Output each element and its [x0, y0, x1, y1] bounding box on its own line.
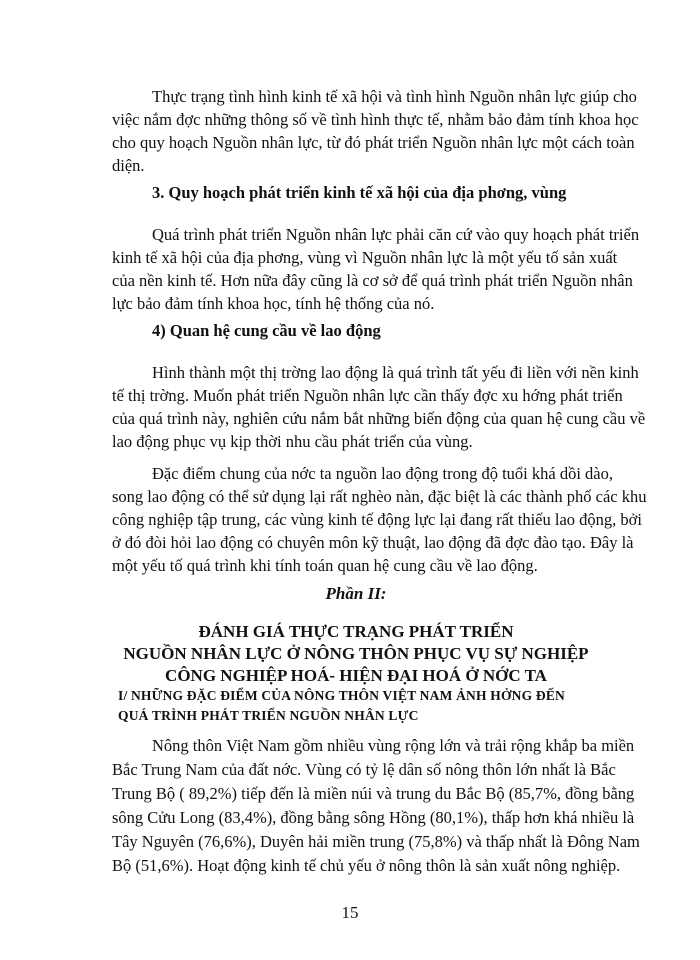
part-title-line: ĐÁNH GIÁ THỰC TRẠNG PHÁT TRIỂN [198, 622, 514, 641]
intro-paragraph [112, 85, 639, 177]
text-line: Tây Nguyên (76,6%), Duyên hải miền trung (75,8%) và thấp nhất là Đông Nam [112, 832, 640, 851]
page-number: 15 [341, 903, 359, 922]
text-line: cho quy hoạch Nguồn nhân lực, từ đó phát triển Nguồn nhân lực một cách toàn [112, 133, 635, 152]
part-title-line: NGUỒN NHÂN LỰC Ở NÔNG THÔN PHỤC VỤ SỰ NGHIỆP [123, 644, 589, 663]
text-line: lao động phục vụ kịp thời nhu cầu phát triển của vùng. [112, 432, 473, 451]
part-label: Phần II: [325, 584, 387, 603]
text-line: sông Cửu Long (83,4%), đồng bằng sông Hồng (80,1%), thấp hơn khá nhiều là [112, 808, 635, 827]
subsection-heading [118, 686, 608, 726]
text-line: một yếu tố quá trình khi tính toán quan hệ cung cầu về lao động. [112, 556, 538, 575]
text-line: Đặc điểm chung của nớc ta nguồn lao động trong độ tuổi khá dồi dào, [152, 464, 613, 483]
text-line: công nghiệp tập trung, các vùng kinh tế động lực lại đang rất thiếu lao động, bởi [112, 510, 642, 529]
subsection-line: I/ NHỮNG ĐẶC ĐIỂM CỦA NÔNG THÔN VIỆT NAM ẢNH HỞNG ĐẾN [118, 688, 566, 703]
text-line: Nông thôn Việt Nam gồm nhiều vùng rộng lớn và trải rộng khắp ba miền [152, 736, 635, 755]
text-line: lực bảo đảm tính khoa học, tính hệ thống của nó. [112, 294, 435, 313]
text-line: của nền kinh tế. Hơn nữa đây cũng là cơ sở để quá trình phát triển Nguồn nhân [112, 271, 633, 290]
text-line: Bộ (51,6%). Hoạt động kinh tế chủ yếu ở nông thôn là sản xuất nông nghiệp. [112, 856, 621, 875]
text-line: diện. [112, 156, 145, 175]
section-3-paragraph [112, 223, 640, 315]
text-line: song lao động có thể sử dụng lại rất nghèo nàn, đặc biệt là các thành phố các khu [112, 487, 647, 506]
part-title-line: CÔNG NGHIỆP HOÁ- HIỆN ĐẠI HOÁ Ở NỚC TA [165, 666, 547, 685]
text-line: của quá trình này, nghiên cứu nắm bắt những biến động của quan hệ cung cầu về [112, 409, 646, 428]
text-line: việc nắm đợc những thông số về tình hình thực tế, nhằm bảo đảm tính khoa học [112, 110, 639, 129]
section-4-heading: 4) Quan hệ cung cầu về lao động [152, 321, 381, 340]
text-line: Bắc Trung Nam của đất nớc. Vùng có tỷ lệ dân số nông thôn lớn nhất là Bắc [112, 760, 616, 779]
text-line: tế thị trờng. Muốn phát triển Nguồn nhân lực cần thấy đợc xu hớng phát triển [112, 386, 623, 405]
part-title [112, 621, 600, 687]
rural-paragraph [112, 734, 640, 878]
text-line: Hình thành một thị trờng lao động là quá trình tất yếu đi liền với nền kinh [152, 363, 639, 382]
section-4-paragraph [112, 361, 646, 453]
text-line: Trung Bộ ( 89,2%) tiếp đến là miền núi và trung du Bắc Bộ (85,7%, đồng bằng [112, 784, 635, 803]
text-line: kinh tế xã hội của địa phơng, vùng vì Nguồn nhân lực là một yếu tố sản xuất [112, 248, 618, 267]
subsection-line: QUÁ TRÌNH PHÁT TRIỂN NGUỒN NHÂN LỰC [118, 708, 419, 723]
text-line: ở đó đòi hỏi lao động có chuyên môn kỹ thuật, lao động đã đợc đào tạo. Đây là [112, 533, 634, 552]
labor-paragraph [112, 462, 647, 577]
section-3-heading: 3. Quy hoạch phát triển kinh tế xã hội của địa phơng, vùng [152, 183, 567, 202]
text-line: Quá trình phát triển Nguồn nhân lực phải căn cứ vào quy hoạch phát triển [152, 225, 640, 244]
text-line: Thực trạng tình hình kinh tế xã hội và tình hình Nguồn nhân lực giúp cho [152, 87, 637, 106]
